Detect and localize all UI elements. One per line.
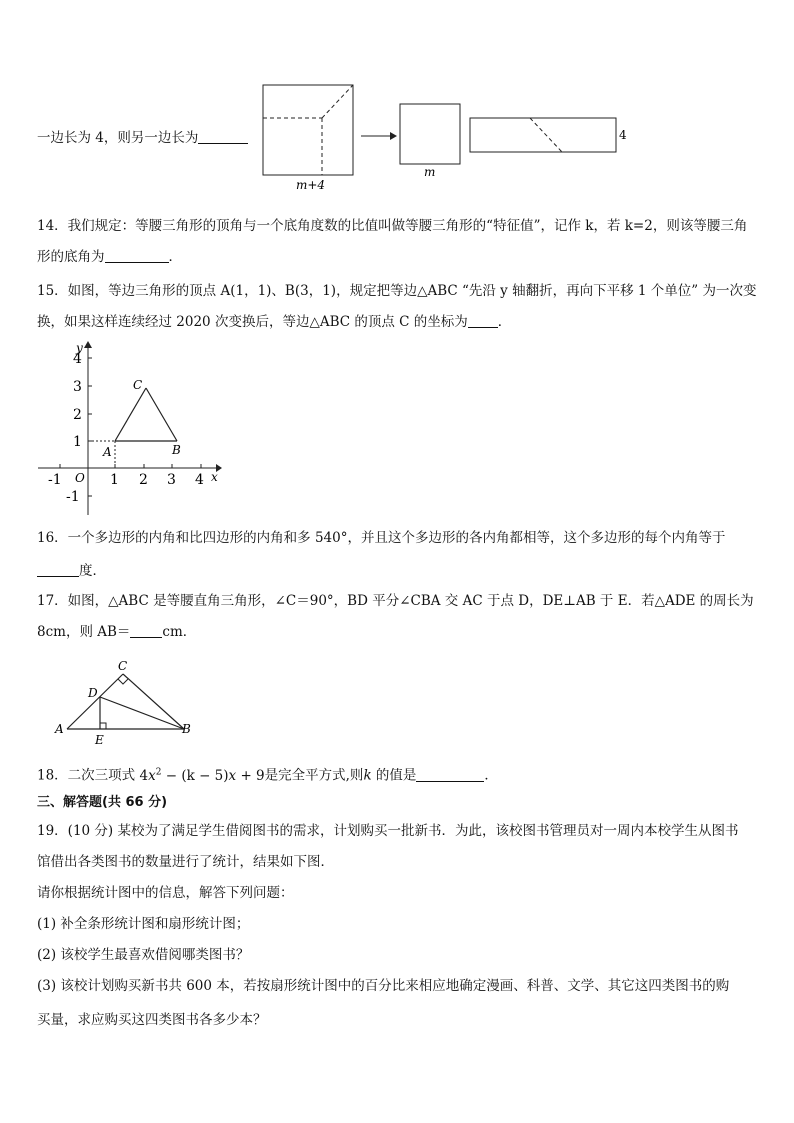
q13-label-m: m bbox=[424, 165, 436, 179]
y-tick-4: 4 bbox=[73, 351, 82, 367]
x-tick-4: 4 bbox=[195, 472, 204, 488]
q19-part2: (2) 该校学生最喜欢借阅哪类图书？ bbox=[37, 947, 250, 963]
y-tick-1: 1 bbox=[73, 434, 82, 450]
y-tick-2: 2 bbox=[73, 407, 82, 423]
fig17-B: B bbox=[182, 722, 191, 736]
fig17-C: C bbox=[118, 659, 128, 673]
q19-part1: (1) 补全条形统计图和扇形统计图； bbox=[37, 916, 250, 932]
q17-line1: 17．如图，△ABC 是等腰直角三角形，∠C＝90°，BD 平分∠CBA 交 AC 于点 D，DE⊥AB 于 E．若△ADE 的周长为 bbox=[37, 593, 754, 609]
q15-line1: 15．如图，等边三角形的顶点 A(1，1)、B(3，1)，规定把等边△ABC “先沿 y 轴翻折，再向下平移 1 个单位” 为一次变 bbox=[37, 283, 757, 299]
section-heading: 三、解答题(共 66 分) bbox=[37, 795, 168, 810]
q17-line2: 8cm，则 AB＝ cm． bbox=[37, 624, 197, 640]
q18-expression: $4x^2 - (k - 5)x + 9$ bbox=[139, 767, 265, 784]
fig17-A: A bbox=[55, 722, 64, 736]
q13-label-4: 4 bbox=[619, 128, 627, 142]
point-B-label: B bbox=[172, 443, 181, 457]
q19-part3-line2: 买量，求应购买这四类图书各多少本？ bbox=[37, 1012, 267, 1028]
q16-line1: 16．一个多边形的内角和比四边形的内角和多 540°，并且这个多边形的各内角都相等，这个多边形的每个内角等于 bbox=[37, 530, 726, 546]
y-tick-neg1: -1 bbox=[66, 489, 80, 505]
origin-label: O bbox=[75, 471, 85, 485]
y-axis-label: y bbox=[76, 341, 83, 355]
x-tick-3: 3 bbox=[167, 472, 176, 488]
y-tick-3: 3 bbox=[73, 379, 82, 395]
q14-line1: 14．我们规定：等腰三角形的顶角与一个底角度数的比值叫做等腰三角形的“特征值”，记作 k，若 k=2，则该等腰三角 bbox=[37, 218, 748, 234]
q13-text: 一边长为 4，则另一边长为 bbox=[37, 128, 248, 148]
q14-line2: 形的底角为 ． bbox=[37, 249, 182, 265]
x-tick-neg1: -1 bbox=[48, 472, 62, 488]
point-C-label: C bbox=[133, 378, 143, 392]
q13-label-m4: m+4 bbox=[296, 178, 326, 192]
fig17-E: E bbox=[95, 733, 104, 747]
q19-line1: 19．(10 分) 某校为了满足学生借阅图书的需求，计划购买一批新书．为此，该校图书管理员对一周内本校学生从图书 bbox=[37, 823, 739, 839]
q16-line2: 度． bbox=[37, 561, 106, 581]
q15-line2: 换，如果这样连续经过 2020 次变换后，等边△ABC 的顶点 C 的坐标为 ． bbox=[37, 314, 512, 330]
x-tick-1: 1 bbox=[110, 472, 119, 488]
q19-line2: 馆借出各类图书的数量进行了统计，结果如下图． bbox=[37, 854, 334, 870]
x-axis-label: x bbox=[211, 470, 218, 484]
point-A-label: A bbox=[103, 445, 112, 459]
q18-line: 18．二次三项式 $4x^2 - (k - 5)x + 9$是完全平方式,则k 的值是 ． bbox=[37, 767, 498, 784]
q19-line3: 请你根据统计图中的信息，解答下列问题： bbox=[37, 885, 294, 901]
x-tick-2: 2 bbox=[139, 472, 148, 488]
q18-answer-blank[interactable] bbox=[416, 767, 484, 782]
q19-part3-line1: (3) 该校计划购买新书共 600 本，若按扇形统计图中的百分比来相应地确定漫画、科普、文学、其它这四类图书的购 bbox=[37, 978, 730, 994]
fig17-D: D bbox=[88, 686, 98, 700]
